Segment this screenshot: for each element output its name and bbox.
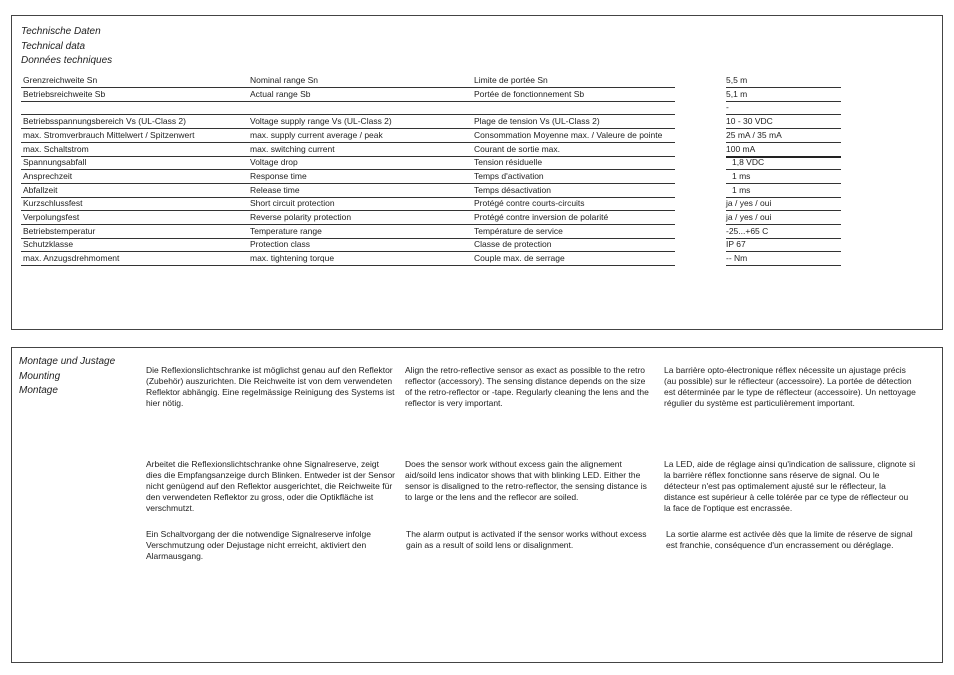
spec-label-de: max. Stromverbrauch Mittelwert / Spitzenwert: [23, 130, 195, 140]
spec-label-en: Short circuit protection: [250, 198, 335, 208]
spec-label-de: Betriebstemperatur: [23, 226, 96, 236]
spec-value-cell: [726, 73, 841, 88]
spec-value: 5,1 m: [726, 89, 748, 99]
spec-value-cell: [726, 210, 841, 225]
spec-label-en: Protection class: [250, 239, 310, 249]
mounting-paragraph-de: Die Reflexionslichtschranke ist möglichst genau auf den Reflektor (Zubehör) auszurichten. Die Reichweite ist von dem verwendeten Reflektor abhängig. Eine regelmässige Reinigung des Systems ist hier nötig.: [146, 365, 395, 408]
mounting-title: [19, 355, 115, 399]
spec-label-en: Temperature range: [250, 226, 322, 236]
spec-row: [21, 100, 675, 115]
spec-label-de: Spannungsabfall: [23, 157, 87, 167]
spec-label-fr: Protégé contre courts-circuits: [474, 198, 585, 208]
spec-value: -- Nm: [726, 253, 748, 263]
spec-label-de: Verpolungsfest: [23, 212, 80, 222]
spec-label-fr: Temps désactivation: [474, 185, 552, 195]
spec-label-de: Grenzreichweite Sn: [23, 75, 98, 85]
spec-value-cell: [726, 114, 841, 129]
mounting-paragraph-en: Align the retro-reflective sensor as exact as possible to the retro reflector (accessory). The sensing distance depends on the size of the retro-reflector or -tape. Regularly cleaning the lens and the reflector is very important.: [405, 365, 649, 408]
spec-row: [21, 128, 675, 143]
spec-label-en: max. tightening torque: [250, 253, 335, 263]
spec-value: 25 mA / 35 mA: [726, 130, 782, 140]
mounting-paragraph-en: Does the sensor work without excess gain the alignement aid/soild lens indicator shows that with blinking LED. Either the sensor is disaligned to the retro-reflector, the sensing distance is to large or the lens and the reflecor are soiled.: [405, 459, 647, 502]
spec-value: -25...+65 C: [726, 226, 769, 236]
spec-label-en: Voltage drop: [250, 157, 298, 167]
spec-value: -: [726, 102, 729, 112]
spec-value-cell: [726, 169, 841, 184]
spec-value: 5,5 m: [726, 75, 748, 85]
spec-label-en: Response time: [250, 171, 307, 181]
spec-value: IP 67: [726, 239, 746, 249]
title-en: Technical data: [21, 40, 86, 52]
title-de: Montage und Justage: [19, 356, 116, 367]
mounting-paragraph-fr: La sortie alarme est activée dès que la limite de réserve de signal est franchie, conséquence d'un encrassement ou déréglage.: [666, 529, 913, 550]
spec-label-en: Voltage supply range Vs (UL-Class 2): [250, 116, 392, 126]
spec-label-fr: Consommation Moyenne max. / Valeure de pointe: [474, 130, 663, 140]
spec-row: [21, 169, 675, 184]
spec-label-de: Schutzklasse: [23, 239, 74, 249]
spec-row: [21, 155, 675, 170]
spec-value-cell: [726, 196, 841, 211]
spec-label-en: max. switching current: [250, 144, 335, 154]
spec-label-de: Abfallzeit: [23, 185, 58, 195]
spec-value: 1,8 VDC: [732, 157, 765, 167]
spec-row: [21, 237, 675, 252]
spec-value: ja / yes / oui: [726, 198, 772, 208]
mounting-paragraph-fr: La LED, aide de réglage ainsi qu'indication de salissure, clignote si la barrière réflex fonctionne sans réserve de signal. Ou le détecteur n'est pas optimalement ajusté sur le réflecteur, la distance est supérieur à celle tolérée par ce type de réflecteur ou la face de l'optique est encrassée.: [664, 459, 916, 513]
spec-label-fr: Couple max. de serrage: [474, 253, 565, 263]
title-fr: Montage: [19, 385, 58, 396]
spec-value: 1 ms: [732, 185, 751, 195]
mounting-paragraph-de: Ein Schaltvorgang der die notwendige Signalreserve infolge Verschmutzung oder Dejustage nicht erreicht, aktiviert den Alarmausgang.: [146, 529, 371, 561]
spec-value-cell: [726, 155, 841, 170]
spec-value-cell: [726, 237, 841, 252]
spec-label-fr: Portée de fonctionnement Sb: [474, 89, 585, 99]
spec-label-fr: Protégé contre inversion de polarité: [474, 212, 609, 222]
spec-row: [21, 114, 675, 129]
spec-label-fr: Classe de protection: [474, 239, 552, 249]
mounting-paragraph-de: Arbeitet die Reflexionslichtschranke ohne Signalreserve, zeigt dies die Empfangsanzeige durch Blinken. Entweder ist der Sensor nicht genügend auf den Reflektor ausgerichtet, die Reichweite für den verwendeten Reflektor zu gross, oder die Optikfläche ist verschmutzt.: [146, 459, 396, 513]
title-fr: Données techniques: [21, 55, 113, 66]
spec-label-de: Betriebsspannungsbereich Vs (UL-Class 2): [23, 116, 186, 126]
spec-row: [21, 196, 675, 211]
title-en: Mounting: [19, 370, 61, 382]
spec-value: 100 mA: [726, 144, 756, 154]
spec-label-de: Betriebsreichweite Sb: [23, 89, 106, 99]
technical-data-title: [21, 25, 112, 69]
title-de: Technische Daten: [21, 26, 101, 37]
spec-label-en: Actual range Sb: [250, 89, 311, 99]
spec-label-de: max. Schaltstrom: [23, 144, 89, 154]
spec-label-en: Release time: [250, 185, 300, 195]
spec-row: [21, 251, 675, 266]
spec-label-de: Ansprechzeit: [23, 171, 73, 181]
spec-value: 1 ms: [732, 171, 751, 181]
spec-label-fr: Temps d'activation: [474, 171, 544, 181]
spec-label-fr: Limite de portée Sn: [474, 75, 548, 85]
spec-row: [21, 210, 675, 225]
mounting-paragraph-fr: La barrière opto-électronique réflex nécessite un ajustage précis (au possible) sur le réflecteur (accessoire). La portée de détection est déterminée par le type de réflecteur (accessoire). Un nettoyage régulier du système est particulièrement important.: [664, 365, 916, 408]
spec-value: ja / yes / oui: [726, 212, 772, 222]
spec-value: 10 - 30 VDC: [726, 116, 773, 126]
spec-label-en: Reverse polarity protection: [250, 212, 352, 222]
spec-label-fr: Courant de sortie max.: [474, 144, 560, 154]
spec-value-cell: [726, 128, 841, 143]
mounting-paragraph-en: The alarm output is activated if the sensor works without excess gain as a result of soild lens or disalignment.: [406, 529, 647, 550]
spec-label-de: Kurzschlussfest: [23, 198, 83, 208]
spec-value-cell: [726, 100, 841, 115]
spec-label-de: max. Anzugsdrehmoment: [23, 253, 120, 263]
spec-label-fr: Plage de tension Vs (UL-Class 2): [474, 116, 600, 126]
spec-label-fr: Température de service: [474, 226, 563, 236]
spec-row: [21, 73, 675, 88]
spec-value-cell: [726, 251, 841, 266]
spec-label-en: max. supply current average / peak: [250, 130, 383, 140]
spec-label-en: Nominal range Sn: [250, 75, 319, 85]
spec-label-fr: Tension résiduelle: [474, 157, 543, 167]
